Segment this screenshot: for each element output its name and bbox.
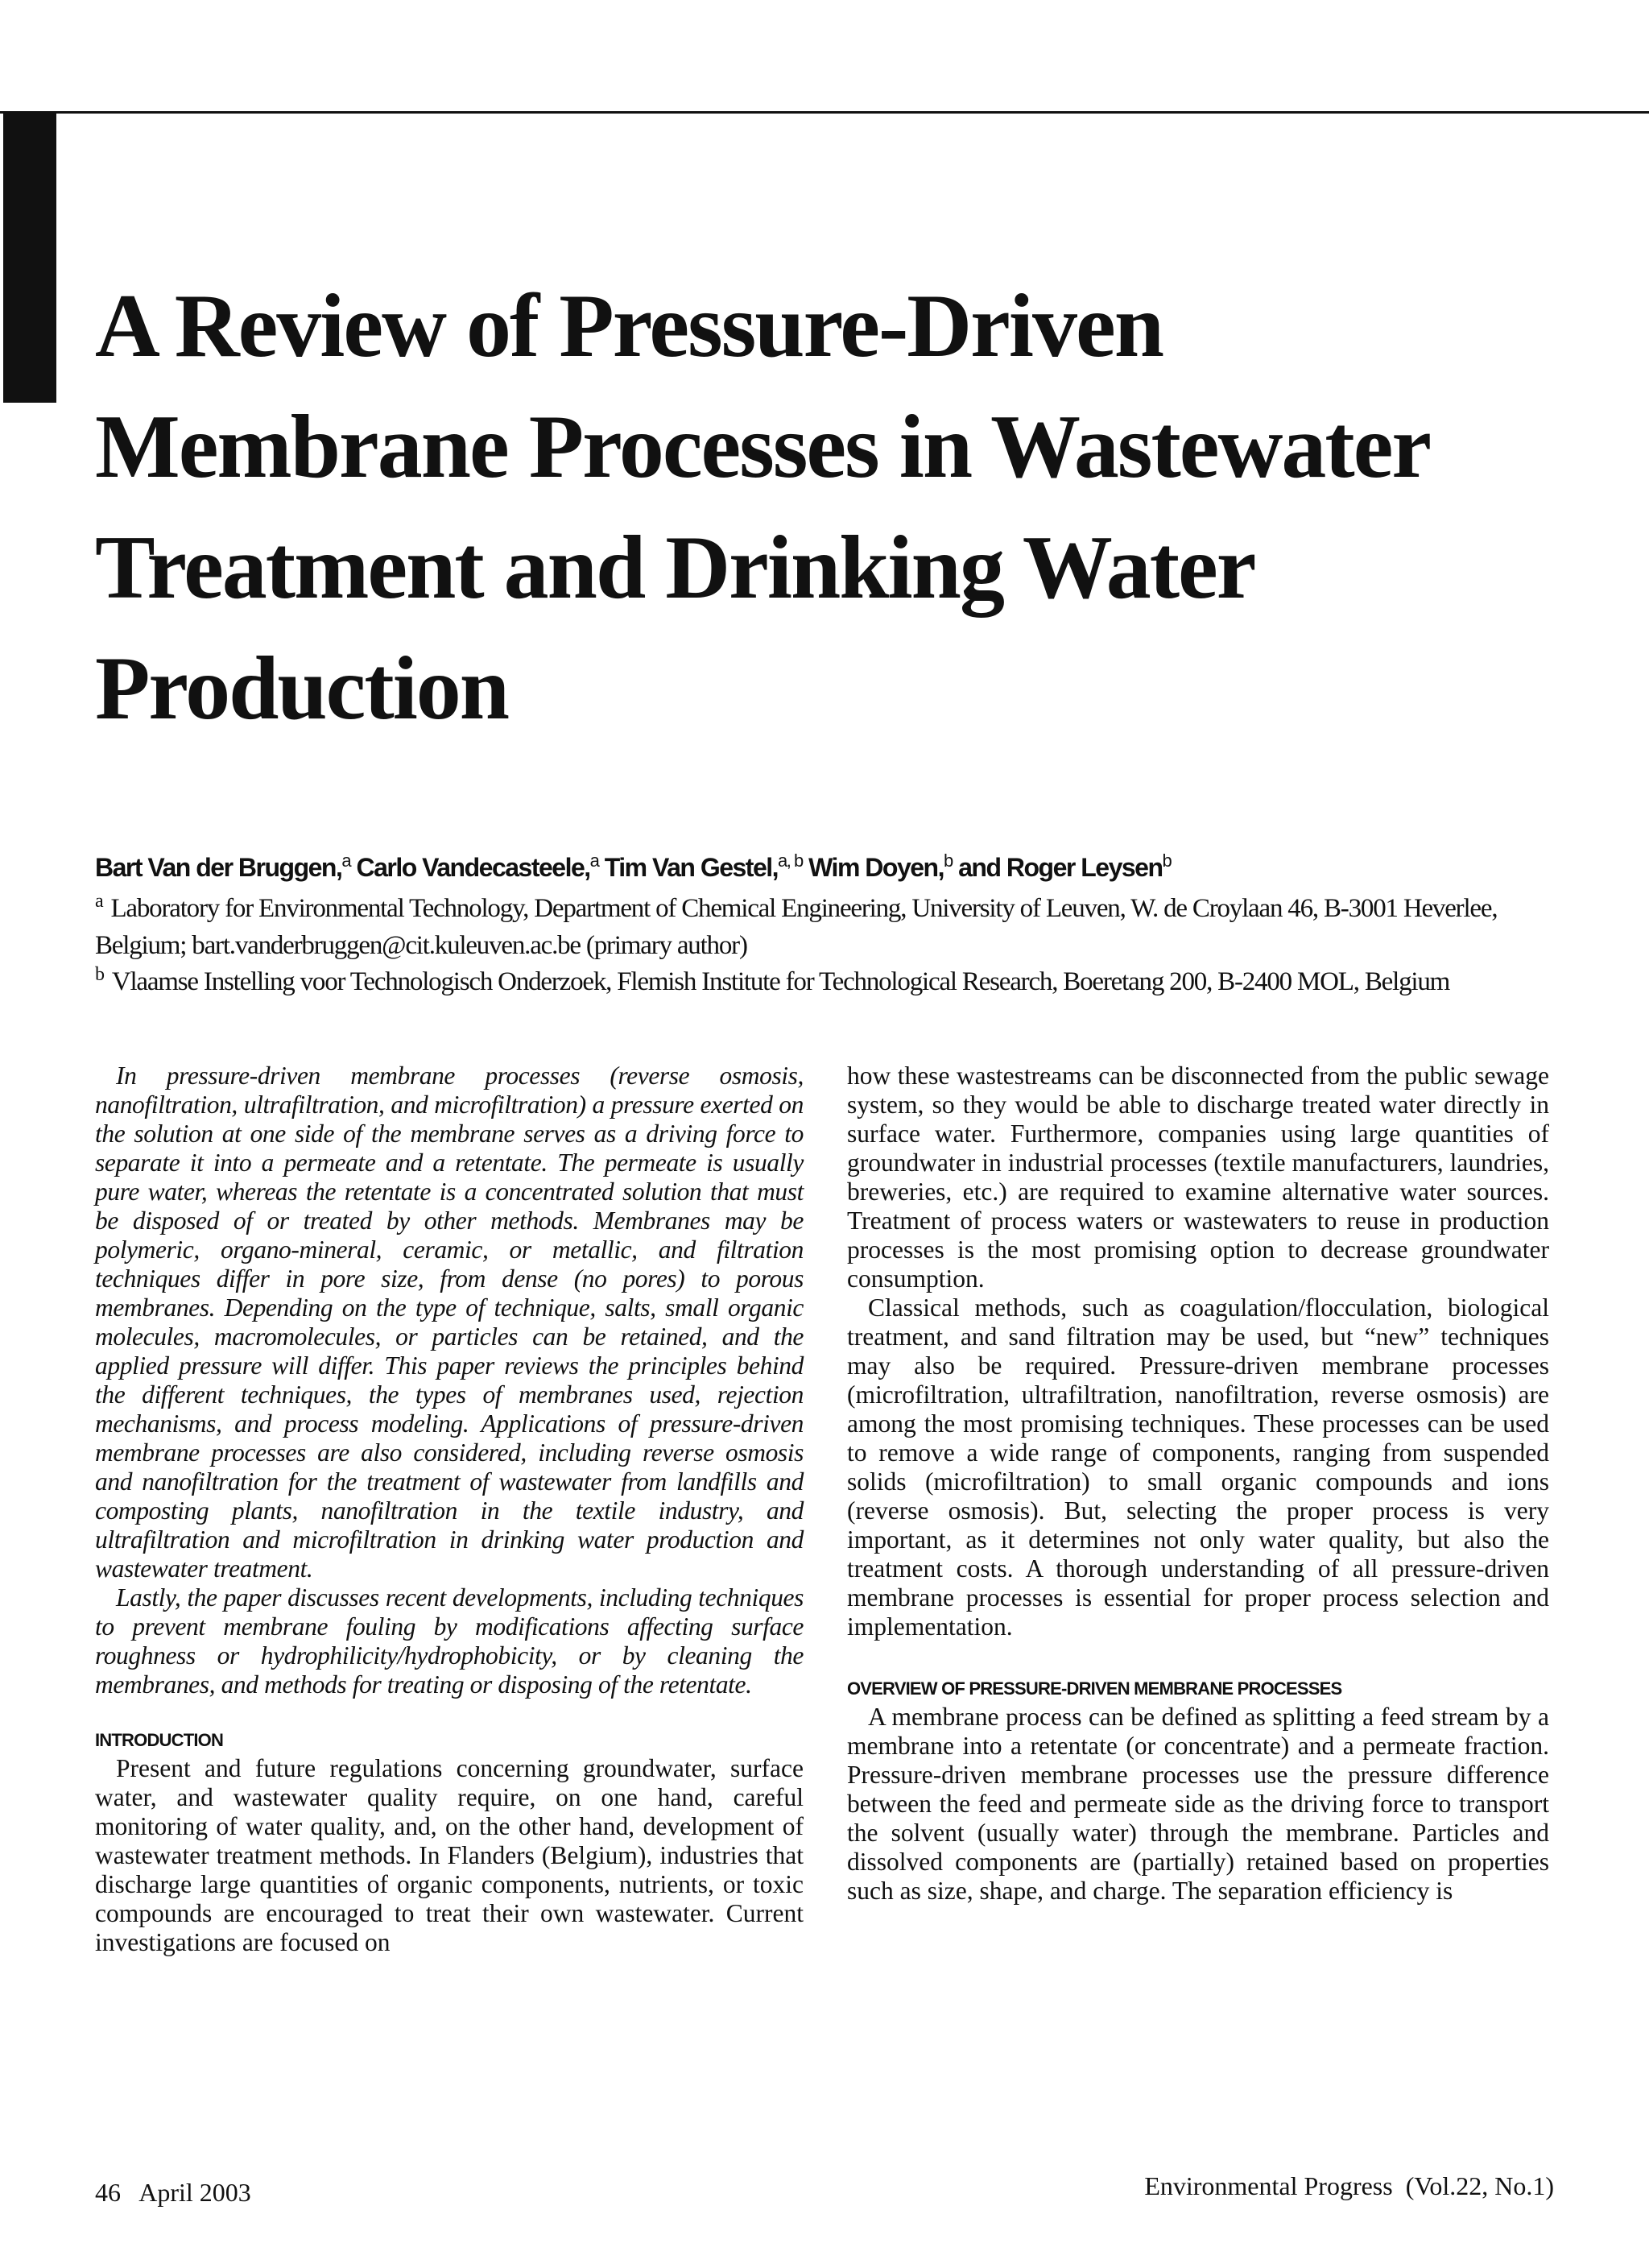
title-line: Treatment and Drinking Water bbox=[95, 518, 1255, 618]
abstract bbox=[95, 1062, 804, 1699]
left-column bbox=[95, 1062, 804, 1957]
body-paragraph: Present and future regulations concerning groundwater, surface water, and wastewater quality require, on one hand, careful monitoring of water quality, and, on the other hand, development of wastewater treatment methods. In Flanders (Belgium), industries that discharge large quantities of organic components, nutrients, or toxic compounds are encouraged to treat their own wastewater. Current investigations are focused on bbox=[95, 1754, 804, 1956]
top-rule bbox=[0, 111, 1649, 114]
author-name: Tim Van Gestel, bbox=[604, 853, 779, 882]
affiliation-mark: a, b bbox=[778, 850, 803, 871]
affiliation-text: Vlaamse Instelling voor Technologisch Onderzoek, Flemish Institute for Technological Research, Boeretang 200, B-2400 MOL, Belgium bbox=[111, 967, 1450, 996]
affiliation-text: Laboratory for Environmental Technology, Department of Chemical Engineering, University of Leuven, W. de Croylaan 46, B-3001 Heverlee, Belgium; bart.vanderbruggen@cit.kuleuven.ac.be (primary author) bbox=[95, 894, 1498, 960]
article-title bbox=[95, 266, 1480, 749]
abstract-paragraph: Lastly, the paper discusses recent developments, including techniques to prevent membrane fouling by modifications affecting surface roughness or hydrophilicity/hydrophobicity, or by cleaning the membranes, and methods for treating or disposing of the retentate. bbox=[95, 1583, 804, 1699]
body-paragraph: how these wastestreams can be disconnected from the public sewage system, so they would be able to discharge treated water directly in surface water. Furthermore, companies using large quantities of groundwater in industrial processes (textile manufacturers, laundries, breweries, etc.) are required to examine alternative water sources. Treatment of process waters or wastewaters to reuse in production processes is the most promising option to decrease groundwater consumption. bbox=[847, 1062, 1549, 1293]
author-name: Wim Doyen, bbox=[808, 853, 944, 882]
body-paragraph: Classical methods, such as coagulation/flocculation, biological treatment, and sand filtration may be used, but “new” techniques may also be required. Pressure-driven membrane processes (microfiltration, ultrafiltration, nanofiltration, reverse osmosis) are among the most promising techniques. These processes can be used to remove a wide range of components, ranging from suspended solids (microfiltration) to small organic compounds and ions (reverse osmosis). But, selecting the proper process is very important, as it determines not only water quality, but also the treatment costs. A thorough understanding of all pressure-driven membrane processes is essential for proper process selection and implementation. bbox=[847, 1293, 1549, 1641]
page-footer-left: 46 April 2003 bbox=[95, 2178, 251, 2207]
section-heading-introduction: INTRODUCTION bbox=[95, 1730, 224, 1750]
affiliation-mark: b bbox=[1162, 850, 1172, 871]
title-line: Production bbox=[95, 639, 509, 739]
abstract-paragraph: In pressure-driven membrane processes (reverse osmosis, nanofiltration, ultrafiltration, and microfiltration) a pressure exerted on the solution at one side of the membrane serves as a driving force to separate it into a permeate and a retentate. The permeate is usually pure water, whereas the retentate is a concentrated solution that must be disposed of or treated by other methods. Membranes may be polymeric, organo-mineral, ceramic, or metallic, and filtration techniques differ in pore size, from dense (no pores) to porous membranes. Depending on the type of technique, salts, small organic molecules, macromolecules, or particles can be retained, and the applied pressure will differ. This paper reviews the principles behind the different techniques, the types of membranes used, rejection mechanisms, and process modeling. Applications of pressure-driven membrane processes are also considered, including reverse osmosis and nanofiltration for the treatment of wastewater from landfills and composting plants, nanofiltration in the textile industry, and ultrafiltration and microfiltration in drinking water production and wastewater treatment. bbox=[95, 1062, 804, 1583]
side-accent-bar bbox=[3, 114, 56, 403]
right-column bbox=[847, 1062, 1549, 1906]
author-list bbox=[95, 850, 1625, 885]
affiliation-mark: b bbox=[943, 850, 953, 871]
body-paragraph: A membrane process can be defined as splitting a feed stream by a membrane into a retentate (or concentrate) and a permeate fraction. Pressure-driven membrane processes use the pressure difference between the feed and permeate side as the driving force to transport the solvent (usually water) through the membrane. Particles and dissolved components are (partially) retained based on properties such as size, shape, and charge. The separation efficiency is bbox=[847, 1703, 1549, 1905]
affiliation-mark: a bbox=[341, 850, 351, 871]
author-name: and Roger Leysen bbox=[958, 853, 1163, 882]
page-footer-right: Environmental Progress (Vol.22, No.1) bbox=[1144, 2171, 1554, 2200]
affiliation-mark: a bbox=[95, 891, 103, 912]
affiliation-a bbox=[95, 890, 1593, 964]
affiliation-b bbox=[95, 963, 1593, 1000]
author-name: Bart Van der Bruggen, bbox=[95, 853, 342, 882]
title-line: A Review of Pressure-Driven bbox=[95, 276, 1163, 376]
section-heading-overview: OVERVIEW OF PRESSURE-DRIVEN MEMBRANE PROCESSES bbox=[847, 1678, 1342, 1699]
title-line: Membrane Processes in Wastewater bbox=[95, 397, 1431, 497]
author-name: Carlo Vandecasteele, bbox=[356, 853, 590, 882]
affiliation-mark: a bbox=[589, 850, 599, 871]
affiliation-mark: b bbox=[95, 964, 104, 985]
